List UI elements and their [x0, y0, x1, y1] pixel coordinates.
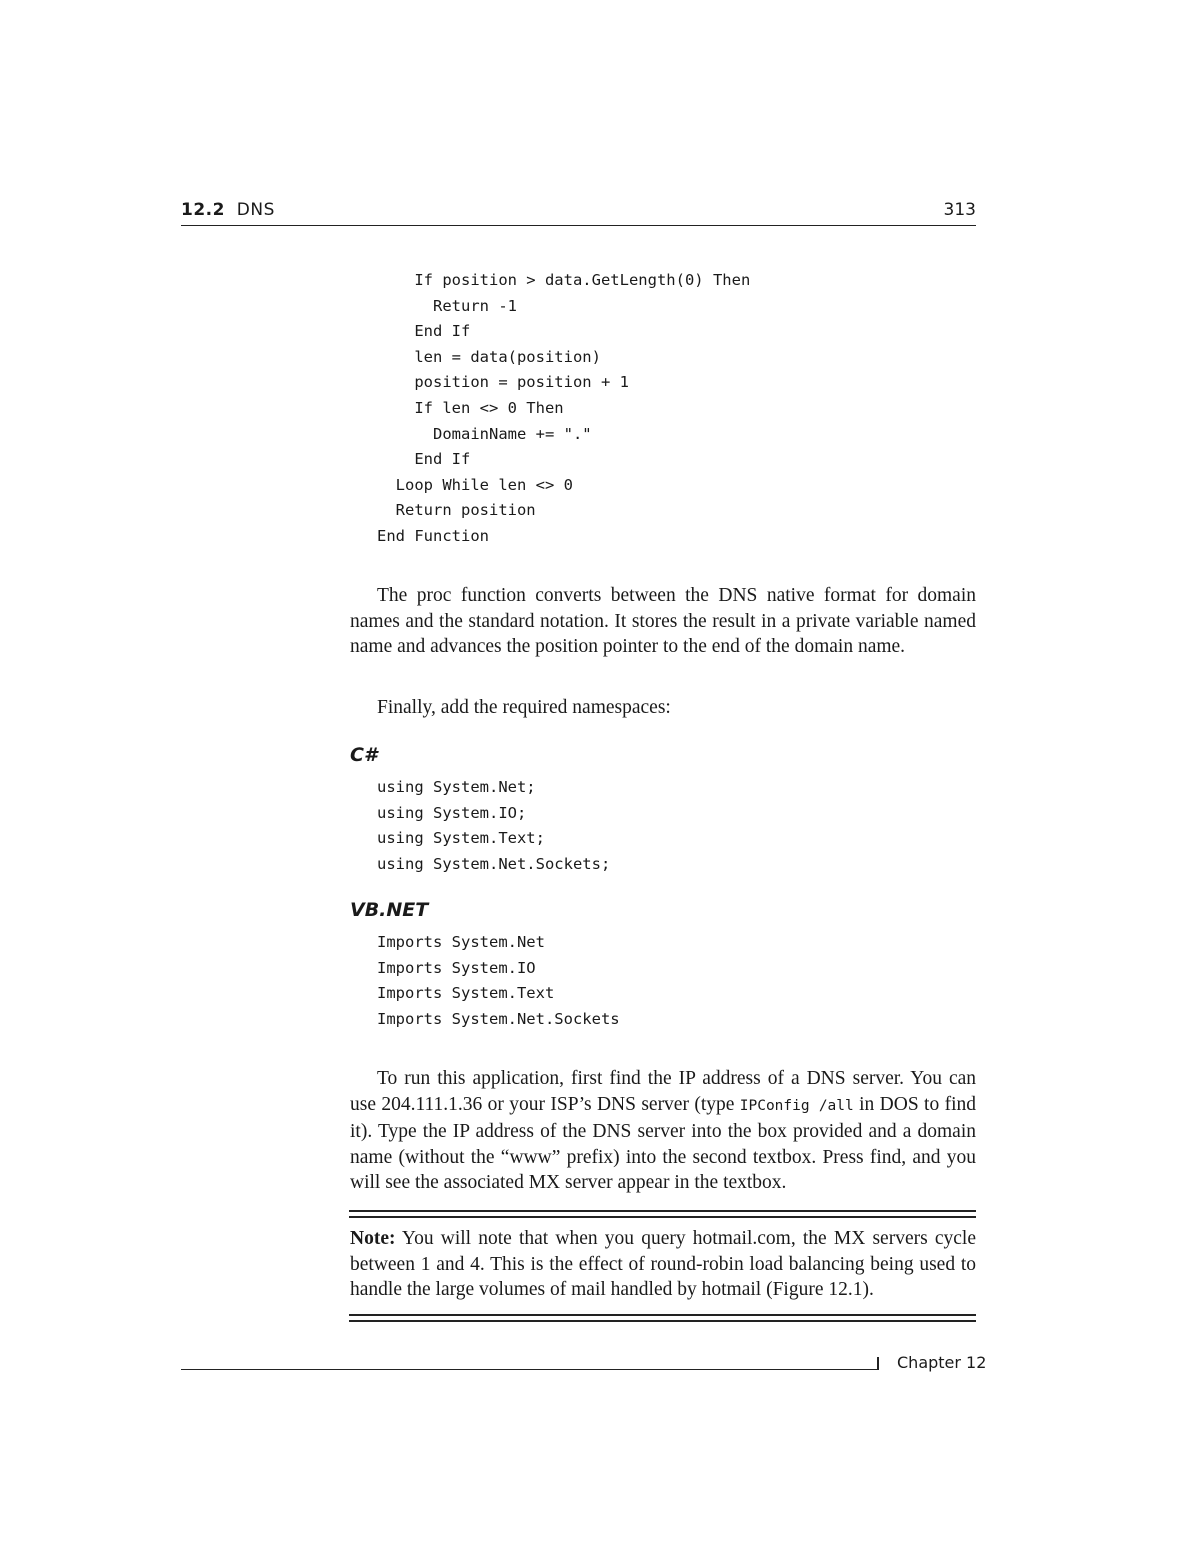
- running-header-section: [181, 200, 275, 220]
- code-block-csharp-usings: using System.Net; using System.IO; using System.Text; using System.Net.Sockets;: [377, 778, 611, 873]
- footer-chapter: Chapter 12: [897, 1353, 987, 1372]
- vbnet-heading: VB.NET: [350, 899, 429, 921]
- footer-rule: [181, 1369, 879, 1370]
- note-label: Note:: [350, 1228, 396, 1249]
- csharp-heading: C#: [350, 744, 378, 766]
- page-number: 313: [943, 200, 976, 220]
- header-rule: [181, 225, 976, 226]
- code-block-vb-function-end: If position > data.GetLength(0) Then Return -1 End If len = data(position) position = position + 1 If len <> 0 Then DomainName += "." End If Loop While len <> 0 Return position End Function: [377, 271, 751, 545]
- code-block-vbnet-imports: Imports System.Net Imports System.IO Imports System.Text Imports System.Net.Sockets: [377, 933, 620, 1028]
- inline-code-ipconfig: IPConfig /all: [739, 1097, 854, 1114]
- paragraph-text: The proc function converts between the DNS native format for domain names and the standard notation. It stores the result in a private variable named name and advances the position pointer to the end of the domain name.: [350, 585, 976, 658]
- paragraph-run-instructions: [350, 1066, 976, 1196]
- note-text: You will note that when you query hotmail.com, the MX servers cycle between 1 and 4. This is the effect of round-robin load balancing being used to handle the large volumes of mail handled by hotmail (Figure 12.1).: [350, 1228, 976, 1301]
- paragraph-text: Finally, add the required namespaces:: [377, 697, 671, 718]
- note-rule-bottom: [349, 1314, 976, 1322]
- section-title: DNS: [236, 200, 275, 220]
- paragraph-text: [350, 1066, 976, 1196]
- paragraph-namespaces-intro: [350, 695, 976, 721]
- paragraph-proc-description: [350, 583, 976, 660]
- note-rule-top: [349, 1210, 976, 1218]
- note-box: [350, 1226, 976, 1303]
- run-text-after: in DOS to find it). Type the IP address of the DNS server into the box provided and a domain name (without the “www” prefix) into the second textbox. Press find, and you will see the associated MX server appear in the textbox.: [350, 1093, 976, 1194]
- section-number: 12.2: [181, 200, 225, 220]
- footer-tick: [877, 1357, 879, 1370]
- run-text-before: To run this application, first find the IP address of a DNS server. You can use 204.111.1.36 or your ISP’s DNS server (type: [350, 1068, 976, 1115]
